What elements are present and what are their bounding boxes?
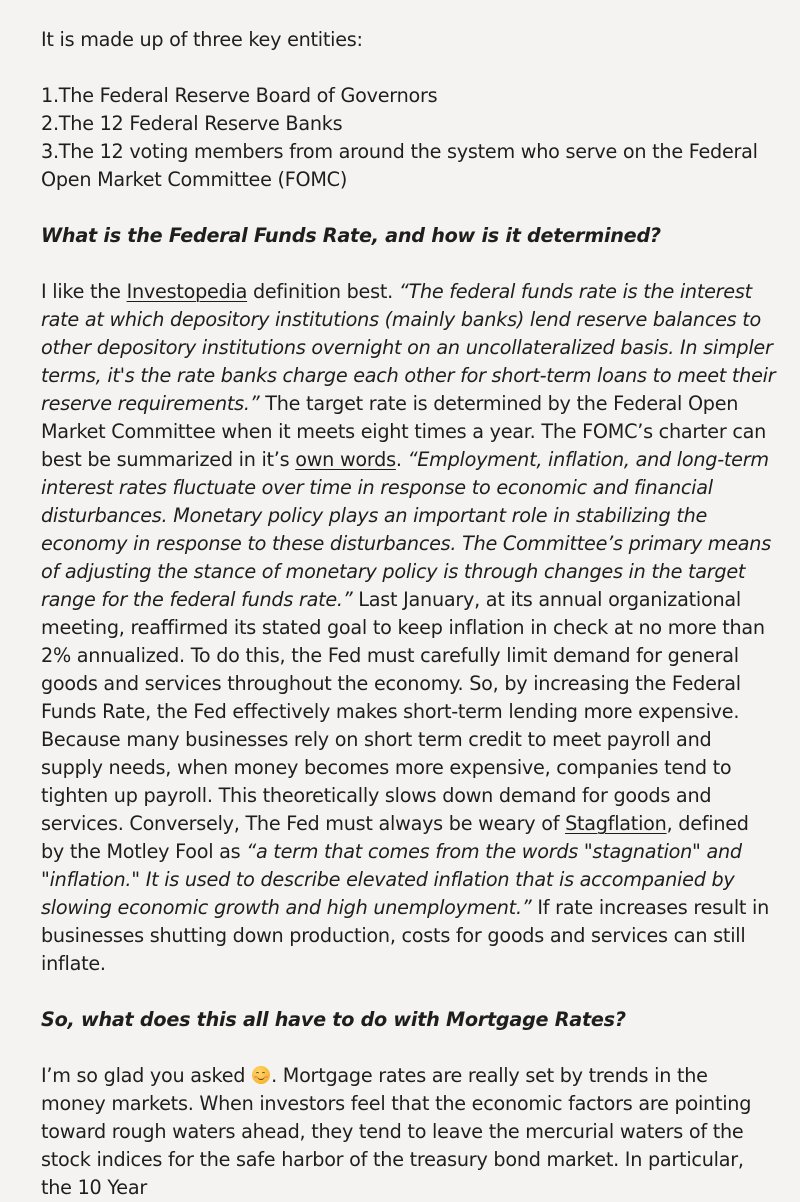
body-text: definition best.	[247, 280, 399, 303]
fed-funds-paragraph	[41, 278, 776, 978]
body-text: . Mortgage rates are really set by trends in the money markets. When investors feel that the economic factors are pointing toward rough waters ahead, they tend to leave the mercurial waters of the stock indices for the safe harbor of the treasury bond market. In particular, the 10 Year	[41, 1064, 752, 1199]
list-item: 1.The Federal Reserve Board of Governors	[41, 84, 438, 107]
investopedia-link[interactable]: Investopedia	[126, 280, 248, 303]
intro-paragraph: It is made up of three key entities:	[41, 28, 363, 51]
body-text: Last January, at its annual organizational meeting, reaffirmed its stated goal to keep inflation in check at no more than 2% annualized. To do this, the Fed must carefully limit demand for general goods and services throughout the economy. So, by increasing the Federal Funds Rate, the Fed effectively makes short-term lending more expensive. Because many businesses rely on short term credit to meet payroll and supply needs, when money becomes more expensive, companies tend to tighten up payroll. This theoretically slows down demand for goods and services. Conversely, The Fed must always be weary of	[41, 588, 765, 835]
body-text: The target rate is determined by the Federal Open Market Committee when it meets eight times a year. The FOMC’s charter can best be summarized in it’s	[41, 392, 767, 471]
body-text: I’m so glad you asked	[41, 1064, 252, 1087]
investopedia-quote: “The federal funds rate is the interest rate at which depository institutions (mainly banks) lend reserve balances to other depository institutions overnight on an uncollateralized basis. In simpler terms, it's the rate banks charge each other for short-term loans to meet their reserve requirements.”	[41, 280, 776, 415]
own-words-link[interactable]: own words	[295, 448, 396, 471]
mortgage-paragraph	[41, 1062, 776, 1202]
entity-list	[41, 82, 776, 194]
smiling-face-icon	[252, 1066, 270, 1084]
fomc-quote: “Employment, inflation, and long-term interest rates fluctuate over time in response to economic and financial disturbances. Monetary policy plays an important role in stabilizing the economy in response to these disturbances. The Committee’s primary means of adjusting the stance of monetary policy is through changes in the target range for the federal funds rate.”	[41, 448, 771, 611]
list-item: 2.The 12 Federal Reserve Banks	[41, 112, 343, 135]
section-heading-mortgage-rates: So, what does this all have to do with Mortgage Rates?	[41, 1008, 626, 1031]
body-text: .	[395, 448, 408, 471]
body-text: If rate increases result in businesses shutting down production, costs for goods and services can still inflate.	[41, 896, 770, 975]
body-text: , defined by the Motley Fool as	[41, 812, 749, 863]
list-item: 3.The 12 voting members from around the system who serve on the Federal Open Market Committee (FOMC)	[41, 140, 758, 191]
stagflation-link[interactable]: Stagflation	[565, 812, 667, 835]
motley-fool-quote: “a term that comes from the words "stagnation" and "inflation." It is used to describe elevated inflation that is accompanied by slowing economic growth and high unemployment.”	[41, 840, 742, 919]
body-text: I like the	[41, 280, 127, 303]
section-heading-fed-funds-rate: What is the Federal Funds Rate, and how is it determined?	[41, 224, 661, 247]
